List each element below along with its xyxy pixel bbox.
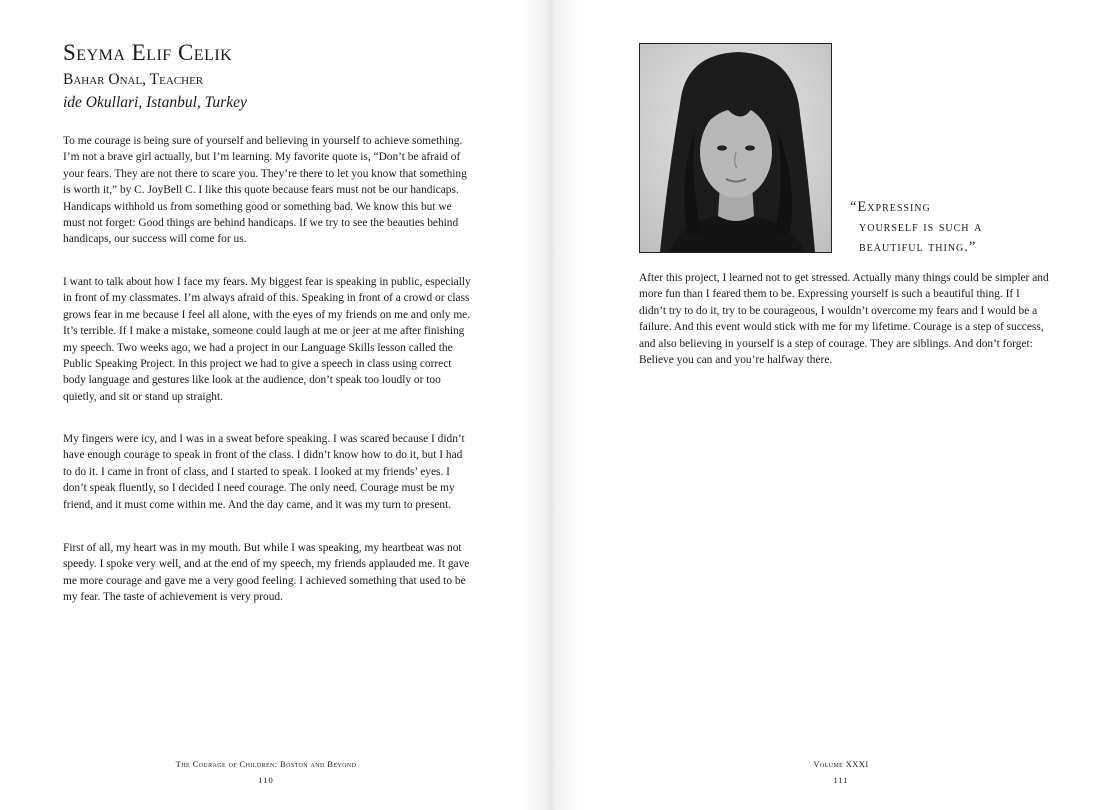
essay-paragraph-1: To me courage is being sure of yourself and believing in yourself to achieve something. I’m not a brave girl actually, but I’m learning. My favorite quote is, “Don’t be afraid of your fears. They are not there to scare you. They’re there to let you know that something is worth it,” by C. JoyBell C. I like this quote because fears must not be our handicaps. Handicaps withhold us from something good or something bad. We know this but we must not forget: Good things are behind handicaps. If we try to see the beauties behind handicaps, our success will come for us. [63, 135, 467, 246]
page-number: 111 [833, 775, 849, 785]
essay-paragraph-2: I want to talk about how I face my fears. My biggest fear is speaking in public, especially in front of my classmates. I’m always afraid of this. Speaking in front of a crowd or class grows fear in me because I feel all alone, with the eyes of my friends on me and only me. It’s terrible. If I make a mistake, someone could laugh at me or jeer at me after finishing my speech. Two weeks ago, we had a project in our Language Skills lesson called the Public Speaking Project. In this project we had to give a speech in class using correct body language and gestures like look at the audience, don’t speak too loudly or too quietly, and sit or stand up straight. [63, 276, 471, 403]
school-name: ide Okullari, Istanbul, Turkey [63, 94, 247, 111]
author-portrait-photo [639, 43, 832, 253]
running-footer-title: The Courage of Children: Boston and Beyond [175, 759, 357, 769]
essay-paragraph-3: My fingers were icy, and I was in a sweat before speaking. I was scared because I didn’t have enough courage to speak in front of the class. I didn’t know how to do it, but I had to do it. I came in front of class, and I started to speak. I looked at my friends’ eyes. I don’t speak fluently, so I decided I need courage. The only need. Courage must be my friend, and it must come within me. And the day came, and it was my turn to present. [63, 433, 465, 511]
running-footer-title: Volume XXXI [813, 759, 869, 769]
teacher-name: Bahar Onal, Teacher [63, 71, 204, 88]
pull-quote [850, 197, 1050, 257]
author-name: Seyma Elif Celik [63, 40, 233, 65]
essay-paragraph-5: After this project, I learned not to get stressed. Actually many things could be simpler and more fun than I feared them to be. Expressing yourself is such a beautiful thing. If I didn’t try to do it, try to be courageous, I wouldn’t overcome my fears and I would be a failure. And this event would stick with me for my lifetime. Courage is a step of success, and also believing in yourself is a step of courage. They are siblings. And don’t forget: Believe you can and you’re halfway there. [639, 272, 1049, 367]
pull-quote-line-2: yourself is such a [859, 219, 983, 235]
pull-quote-line-1: “Expressing [850, 199, 931, 215]
page-number: 110 [258, 775, 274, 785]
pull-quote-line-3: beautiful thing.” [859, 239, 977, 255]
right-page [548, 0, 1109, 810]
essay-paragraph-4: First of all, my heart was in my mouth. But while I was speaking, my heartbeat was not speedy. I spoke very well, and at the end of my speech, my friends applauded me. It gave me more courage and gave me a very good feeling. I achieved something that used to be my fear. The taste of achievement is very proud. [63, 542, 470, 604]
left-page [0, 0, 548, 810]
